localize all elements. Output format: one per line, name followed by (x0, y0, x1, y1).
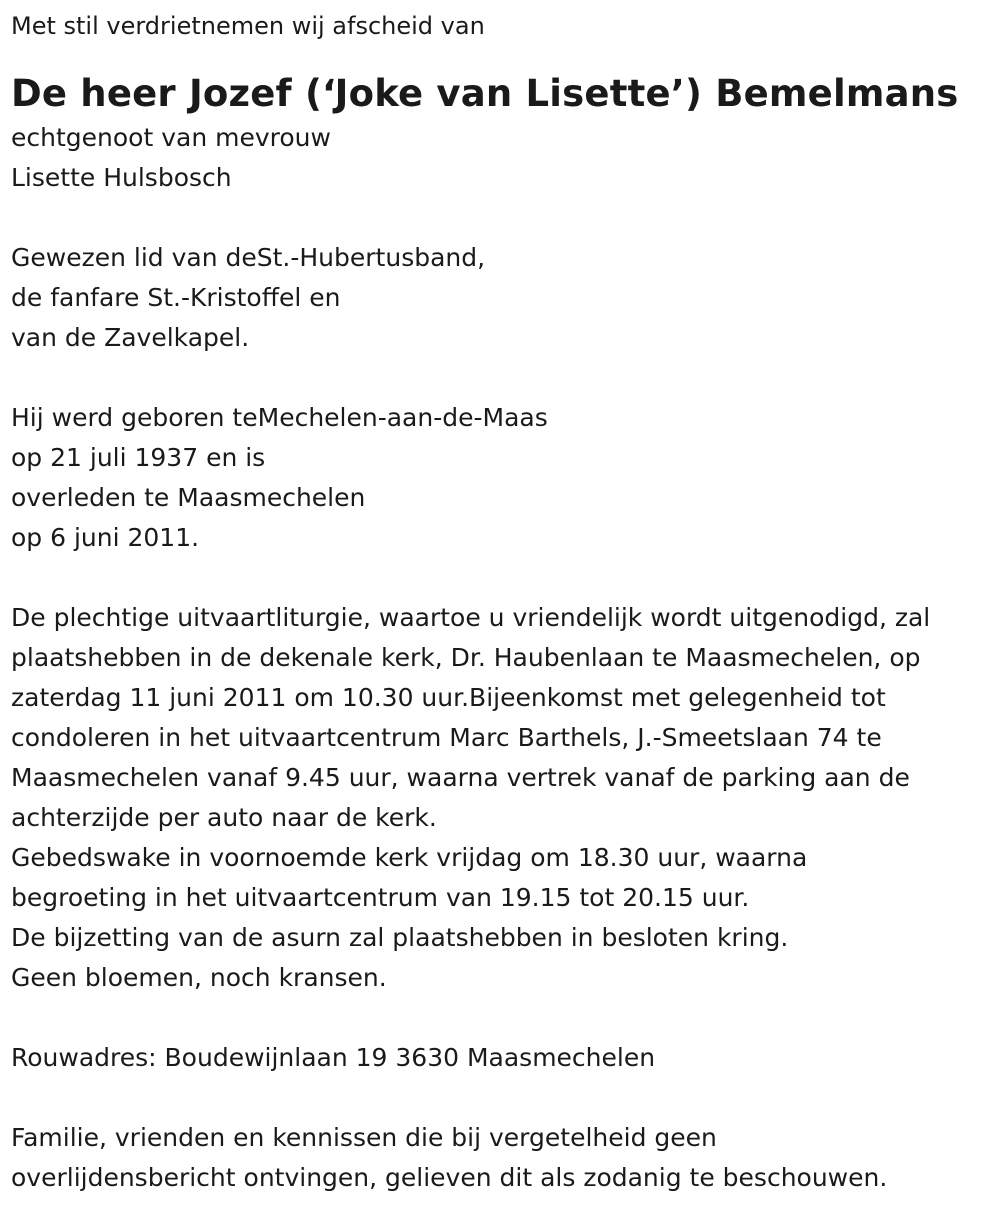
spouse-section (11, 118, 1000, 198)
ceremony-line: achterzijde per auto naar de kerk. (11, 803, 437, 832)
closing-line: overlijdensbericht ontvingen, gelieven dit als zodanig te beschouwen. (11, 1163, 888, 1192)
intro-text: Met stil verdrietnemen wij afscheid van (11, 12, 485, 40)
deceased-name: De heer Jozef (‘Joke van Lisette’) Bemelmans (11, 72, 959, 115)
life-line: op 6 juni 2011. (11, 523, 200, 552)
spouse-line: echtgenoot van mevrouw (11, 123, 331, 152)
ceremony-section (11, 598, 1000, 998)
ceremony-line: Gebedswake in voornoemde kerk vrijdag om 18.30 uur, waarna (11, 843, 808, 872)
closing-line: Familie, vrienden en kennissen die bij vergetelheid geen (11, 1123, 717, 1152)
address-section (11, 1038, 1000, 1078)
ceremony-line: plaatshebben in de dekenale kerk, Dr. Haubenlaan te Maasmechelen, op (11, 643, 921, 672)
closing-section (11, 1118, 1000, 1198)
memberships-section (11, 238, 1000, 358)
life-line: overleden te Maasmechelen (11, 483, 366, 512)
ceremony-line: De bijzetting van de asurn zal plaatshebben in besloten kring. (11, 923, 789, 952)
life-line: op 21 juli 1937 en is (11, 443, 266, 472)
membership-line: Gewezen lid van deSt.-Hubertusband, (11, 243, 486, 272)
ceremony-line: Maasmechelen vanaf 9.45 uur, waarna vertrek vanaf de parking aan de (11, 763, 910, 792)
membership-line: van de Zavelkapel. (11, 323, 250, 352)
obituary-page (0, 6, 1000, 1230)
ceremony-line: De plechtige uitvaartliturgie, waartoe u vriendelijk wordt uitgenodigd, zal (11, 603, 931, 632)
life-line: Hij werd geboren teMechelen-aan-de-Maas (11, 403, 548, 432)
spouse-line: Lisette Hulsbosch (11, 163, 232, 192)
ceremony-line: begroeting in het uitvaartcentrum van 19.15 tot 20.15 uur. (11, 883, 750, 912)
membership-line: de fanfare St.-Kristoffel en (11, 283, 341, 312)
ceremony-line: Geen bloemen, noch kransen. (11, 963, 387, 992)
ceremony-line: zaterdag 11 juni 2011 om 10.30 uur.Bijeenkomst met gelegenheid tot (11, 683, 886, 712)
life-section (11, 398, 1000, 558)
mourning-address: Rouwadres: Boudewijnlaan 19 3630 Maasmechelen (11, 1043, 656, 1072)
ceremony-line: condoleren in het uitvaartcentrum Marc Barthels, J.-Smeetslaan 74 te (11, 723, 882, 752)
